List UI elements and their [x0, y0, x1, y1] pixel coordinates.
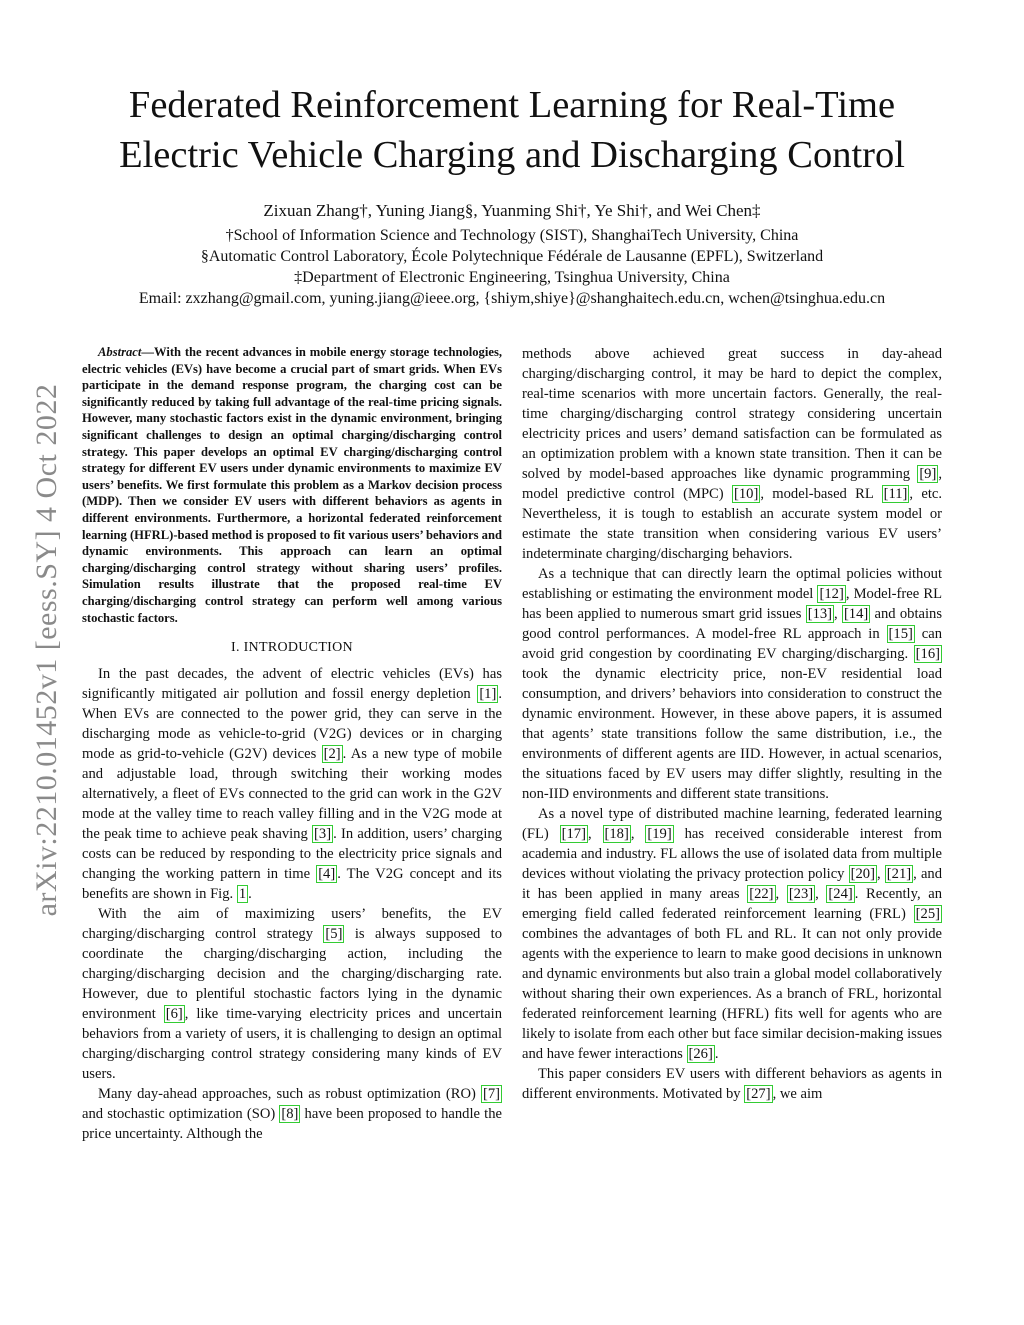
citation-link[interactable]: [11] — [883, 486, 908, 502]
citation-link[interactable]: [27] — [746, 1086, 771, 1102]
text-run: This paper considers EV users with different behaviors as agents in different environments. Motivated by — [522, 1066, 942, 1102]
affiliation-sist: †School of Information Science and Technology (SIST), ShanghaiTech University, China — [225, 227, 799, 244]
text-run: As a technique that can directly learn the optimal policies without establishing or estimating the environment model — [522, 566, 942, 602]
text-run: . — [248, 886, 252, 903]
citation-link[interactable]: [16] — [915, 646, 940, 662]
citation-link[interactable]: [24] — [828, 886, 853, 902]
abstract — [82, 344, 502, 626]
paragraph — [82, 1084, 502, 1144]
text-run: , etc. Nevertheless, it is tough to establish an accurate system model or estimate the state transition when considering various EV users’ indeterminate charging/discharging behaviors. — [522, 486, 942, 562]
text-run: As a novel type of distributed machine learning, federated learning (FL) — [522, 806, 942, 842]
text-run: , — [834, 606, 842, 622]
text-run: and stochastic optimization (SO) — [82, 1106, 280, 1123]
paragraph — [522, 564, 942, 804]
text-run: Many day-ahead approaches, such as robust optimization (RO) — [98, 1086, 481, 1103]
citation-link[interactable]: [10] — [733, 486, 759, 502]
citation-link[interactable]: [15] — [888, 626, 913, 642]
paragraph — [82, 664, 502, 904]
citation-link[interactable]: [25] — [915, 906, 940, 922]
left-column — [82, 344, 502, 1144]
citation-link[interactable]: [5] — [325, 926, 343, 943]
text-run: , — [876, 866, 885, 882]
citation-link[interactable]: [21] — [886, 866, 912, 882]
author-names: Zixuan Zhang†, Yuning Jiang§, Yuanming Shi†, Ye Shi†, and Wei Chen‡ — [263, 201, 761, 220]
citation-link[interactable]: [22] — [749, 886, 774, 902]
paper-title — [60, 80, 964, 180]
text-run: , Model-free RL has been applied to numerous smart grid issues — [522, 586, 942, 622]
text-run: took the dynamic electricity price, non-EV residential load consumption, and drivers’ behaviors into consideration to construct the dynamic environment. However, in these above papers, it is assumed that agents’ state transitions follow the same distribution, i.e., the environments of different agents are IID. However, in actual scenarios, the situations faced by EV users may differ slightly, resulting in the non-IID environments and different state transitions. — [522, 666, 942, 802]
text-run: . — [714, 1046, 719, 1062]
text-run: can avoid grid congestion by coordinating EV charging/discharging. — [522, 626, 942, 662]
citation-link[interactable]: [13] — [807, 606, 833, 622]
text-run: . As a new type of mobile and adjustable load, through switching their working modes alternatively, a fleet of EVs connected to the grid can work in the G2V mode at the valley time to reach valley filling and in the V2G mode at the peak time to achieve peak shaving — [82, 746, 502, 843]
citation-link[interactable]: [7] — [482, 1086, 500, 1103]
text-run: , model predictive control (MPC) — [522, 466, 942, 502]
citation-link[interactable]: [12] — [819, 586, 844, 602]
paragraph — [82, 904, 502, 1084]
text-run: In the past decades, the advent of electric vehicles (EVs) has significantly mitigated air pollution and fossil energy depletion — [82, 666, 502, 703]
text-run: . Recently, an emerging field called federated reinforcement learning (FRL) — [522, 886, 942, 922]
text-run: , and it has been applied in many areas — [522, 866, 943, 902]
citation-link[interactable]: [26] — [688, 1046, 713, 1062]
citation-link[interactable]: [6] — [165, 1006, 183, 1023]
citation-link[interactable]: [23] — [788, 886, 814, 902]
paragraph — [522, 1064, 942, 1104]
citation-link[interactable]: [20] — [850, 866, 875, 882]
text-run: . The V2G concept and its benefits are shown in Fig. — [82, 866, 502, 903]
citation-link[interactable]: [19] — [647, 826, 672, 842]
text-run: , like time-varying electricity prices and uncertain behaviors from a variety of users, it is challenging to design an optimal charging/discharging control strategy considering many kinds of EV users. — [82, 1006, 502, 1083]
text-run: methods above achieved great success in day-ahead charging/discharging control, it may be hard to depict the complex, real-time scenarios with more uncertain factors. Generally, the real-time charging/discharging control strategy considering uncertain electricity prices and users’ demand satisfaction can be formulated as an optimization problem with a known state transition. Then it can be solved by model-based approaches like dynamic programming — [522, 346, 942, 482]
text-run: , — [630, 826, 646, 842]
text-run: , — [815, 886, 827, 902]
abstract-text: —With the recent advances in mobile energy storage technologies, electric vehicles (EVs) have become a crucial part of smart grids. When EVs participate in the demand response program, the charging cost can be significantly reduced by taking full advantage of the real-time pricing signals. However, many stochastic factors exist in the dynamic environment, bringing significant challenges to design an optimal charging/discharging control strategy. This paper develops an optimal EV charging/discharging control strategy for different EV users under dynamic environments to maximize EV users’ benefits. We first formulate this problem as a Markov decision process (MDP). Then we consider EV users with different behaviors as agents in different environments. Furthermore, a horizontal federated reinforcement learning (HFRL)-based method is proposed to fit various users’ behaviors and dynamic environments. This approach can learn an optimal charging/discharging control strategy without sharing users’ profiles. Simulation results illustrate that the proposed real-time EV charging/discharging control strategy can perform well among various stochastic factors. — [82, 345, 502, 625]
section-heading-introduction: I. INTRODUCTION — [231, 640, 353, 656]
arxiv-id: arXiv:2210.01452v1 [eess.SY] 4 Oct 2022 — [30, 383, 63, 917]
paragraph — [522, 804, 942, 1064]
text-run: combines the advantages of both FL and RL. It can not only provide agents with the experience to learn to make good decisions in unknown and dynamic environments but also train a global model collaboratively without sharing their own experiences. As a branch of FRL, horizontal federated reinforcement learning (HFRL) fits well for agents who are likely to isolate from each other but face similar decision-making issues and have fewer interactions — [522, 926, 942, 1062]
text-run: have been proposed to handle the price uncertainty. Although the — [82, 1106, 502, 1143]
text-run: has received considerable interest from academia and industry. FL allows the use of isolated data from multiple devices without violating the privacy protection policy — [522, 826, 943, 882]
paragraph — [522, 344, 942, 564]
citation-link[interactable]: [18] — [604, 826, 629, 842]
affiliation-epfl: §Automatic Control Laboratory, École Polytechnique Fédérale de Lausanne (EPFL), Switzerland — [200, 248, 824, 265]
citation-link[interactable]: 1 — [238, 886, 247, 903]
citation-link[interactable]: [4] — [318, 866, 336, 883]
right-column — [522, 344, 942, 1104]
author-emails: Email: zxzhang@gmail.com, yuning.jiang@ieee.org, {shiym,shiye}@shanghaitech.edu.cn, wchen@tsinghua.edu.cn — [138, 290, 886, 307]
text-run: With the aim of maximizing users’ benefits, the EV charging/discharging control strategy — [82, 906, 502, 943]
citation-link[interactable]: [2] — [323, 746, 341, 763]
author-block — [60, 200, 964, 309]
citation-link[interactable]: [8] — [281, 1106, 299, 1123]
text-run: . When EVs are connected to the power grid, they can serve in the discharging mode as vehicle-to-grid (V2G) devices or in charging mode as grid-to-vehicle (G2V) devices — [82, 686, 502, 763]
text-run: , — [587, 826, 603, 842]
text-run: . In addition, users’ charging costs can be reduced by responding to the electricity price signals and changing the working pattern in time — [82, 826, 502, 883]
citation-link[interactable]: [3] — [314, 826, 332, 843]
citation-link[interactable]: [17] — [561, 826, 586, 842]
citation-link[interactable]: [14] — [843, 606, 869, 622]
text-run: , — [775, 886, 787, 902]
title-line-2: Electric Vehicle Charging and Discharging Control — [119, 134, 905, 176]
affiliation-tsinghua: ‡Department of Electronic Engineering, Tsinghua University, China — [294, 269, 730, 286]
citation-link[interactable]: [9] — [919, 466, 937, 482]
title-line-1: Federated Reinforcement Learning for Real-Time — [128, 84, 896, 126]
citation-link[interactable]: [1] — [479, 686, 497, 703]
text-run: is always supposed to coordinate the charging/discharging action, including the charging/discharging decision and the charging/discharging rate. However, due to plentiful stochastic factors lying in the dynamic environment — [82, 926, 502, 1023]
text-run: , we aim — [772, 1086, 823, 1102]
arxiv-sidebar — [24, 340, 70, 960]
text-run: , model-based RL — [760, 486, 882, 502]
abstract-lead: Abstract — [98, 345, 142, 359]
text-run: and obtains good control performances. A model-free RL approach in — [522, 606, 943, 642]
